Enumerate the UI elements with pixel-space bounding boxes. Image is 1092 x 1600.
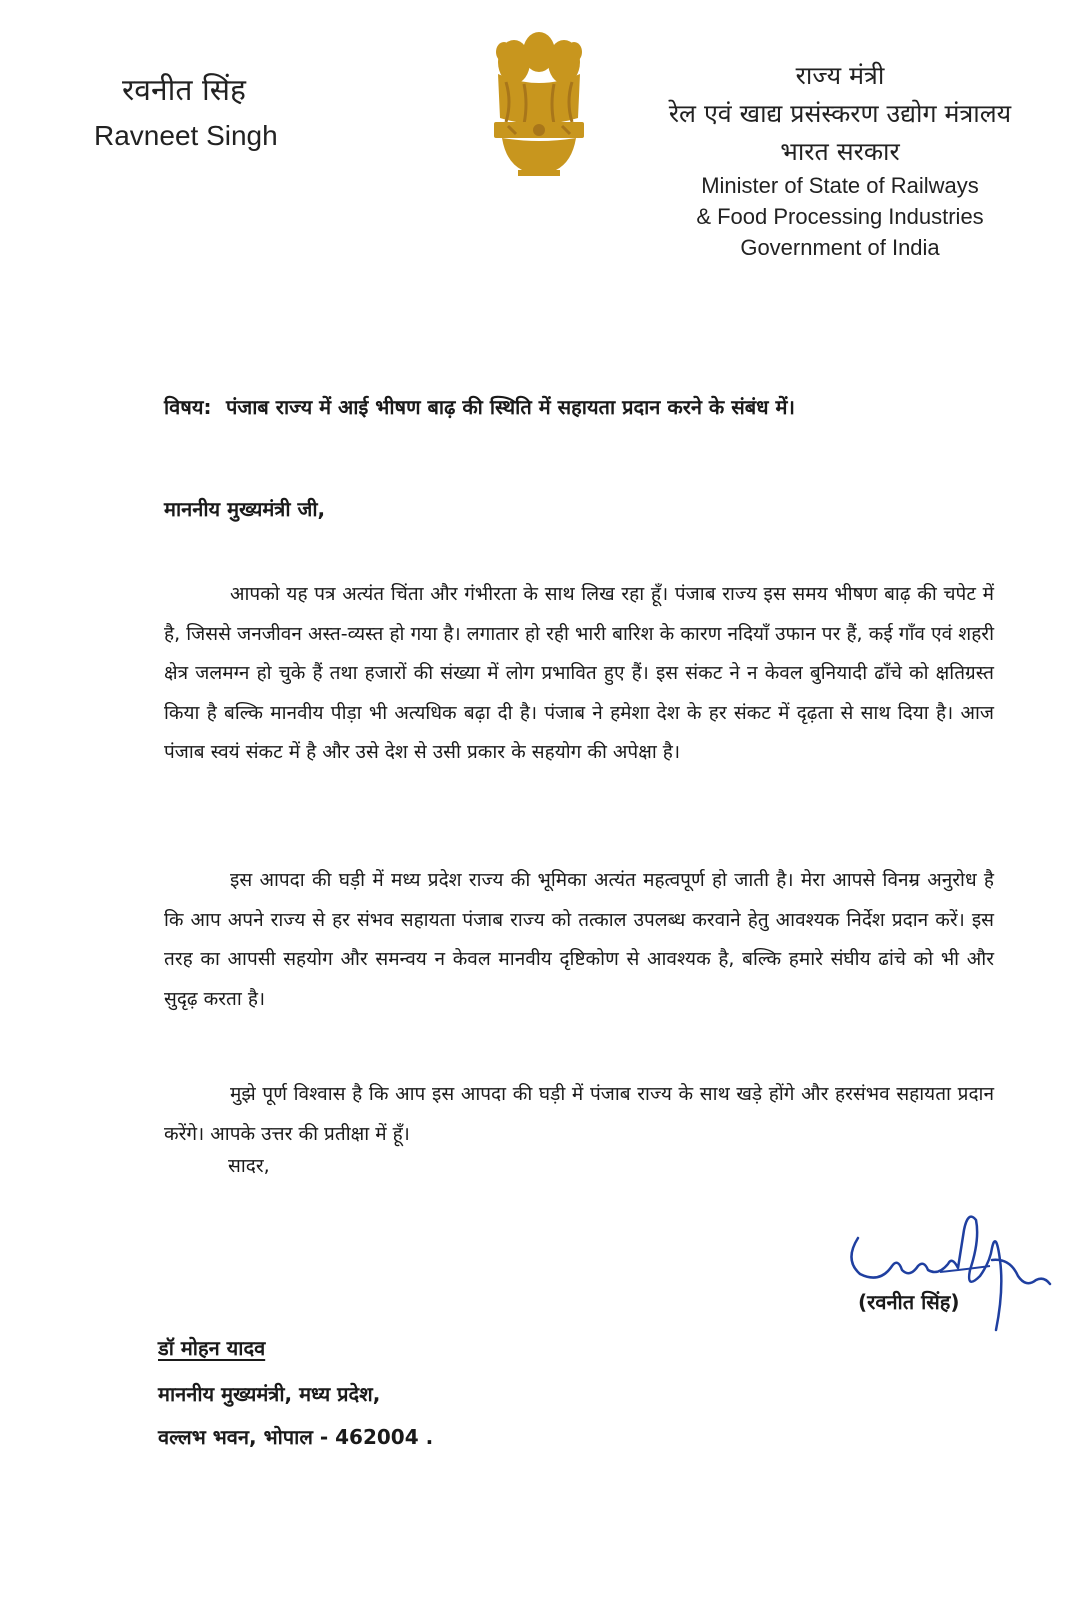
signatory-name: (रवनीत सिंह) (858, 1290, 960, 1314)
office-hindi-line-1: राज्य मंत्री (795, 61, 885, 90)
handwritten-signature (840, 1200, 1060, 1340)
salutation: माननीय मुख्यमंत्री जी, (164, 497, 326, 521)
office-english-line-3: Government of India (740, 235, 940, 260)
office-english-line-2: & Food Processing Industries (696, 204, 984, 229)
office-hindi-line-2: रेल एवं खाद्य प्रसंस्करण उद्योग मंत्रालय (668, 99, 1012, 128)
subject-line (164, 384, 994, 430)
body-paragraph-1: आपको यह पत्र अत्यंत चिंता और गंभीरता के साथ लिख रहा हूँ। पंजाब राज्य इस समय भीषण बाढ़ की चपेट में है, जिससे जनजीवन अस्त-व्यस्त हो गया है। लगातार हो रही भारी बारिश के कारण नदियाँ उफान पर हैं, कई गाँव एवं शहरी क्षेत्र जलमग्न हो चुके हैं तथा हजारों की संख्या में लोग प्रभावित हुए हैं। इस संकट ने न केवल बुनियादी ढाँचे को क्षतिग्रस्त किया है बल्कि मानवीय पीड़ा भी अत्यधिक बढ़ा दी है। पंजाब ने हमेशा देश के हर संकट में दृढ़ता से साथ दिया है। आज पंजाब स्वयं संकट में है और उसे देश से उसी प्रकार के सहयोग की अपेक्षा है। (164, 583, 994, 763)
office-block (630, 58, 1050, 263)
recipient-address: वल्लभ भवन, भोपाल - 462004 . (158, 1425, 434, 1449)
national-emblem-icon (484, 22, 594, 200)
body-paragraph-3: मुझे पूर्ण विश्वास है कि आप इस आपदा की घड़ी में पंजाब राज्य के साथ खड़े होंगे और हरसंभव सहायता प्रदान करेंगे। आपके उत्तर की प्रतीक्षा में हूँ। (164, 1083, 994, 1145)
sender-name-hindi: रवनीत सिंह (122, 73, 246, 108)
office-english-line-1: Minister of State of Railways (701, 173, 979, 198)
body-paragraph-2: इस आपदा की घड़ी में मध्य प्रदेश राज्य की भूमिका अत्यंत महत्वपूर्ण हो जाती है। मेरा आपसे विनम्र अनुरोध है कि आप अपने राज्य से हर संभव सहायता पंजाब राज्य को तत्काल उपलब्ध करवाने हेतु आवश्यक निर्देश प्रदान करें। इस तरह का आपसी सहयोग और समन्वय न केवल मानवीय दृष्टिकोण से आवश्यक है, बल्कि हमारे संघीय ढांचे को भी और सुदृढ़ करता है। (164, 869, 994, 1010)
closing: सादर, (228, 1155, 270, 1177)
subject-text: पंजाब राज्य में आई भीषण बाढ़ की स्थिति में सहायता प्रदान करने के संबंध में। (226, 395, 796, 419)
subject-label: विषय: (164, 395, 212, 419)
sender-name-english: Ravneet Singh (94, 120, 278, 151)
recipient-designation: माननीय मुख्यमंत्री, मध्य प्रदेश, (158, 1382, 381, 1406)
recipient-name: डॉ मोहन यादव (158, 1336, 266, 1360)
office-hindi-line-3: भारत सरकार (780, 137, 900, 166)
